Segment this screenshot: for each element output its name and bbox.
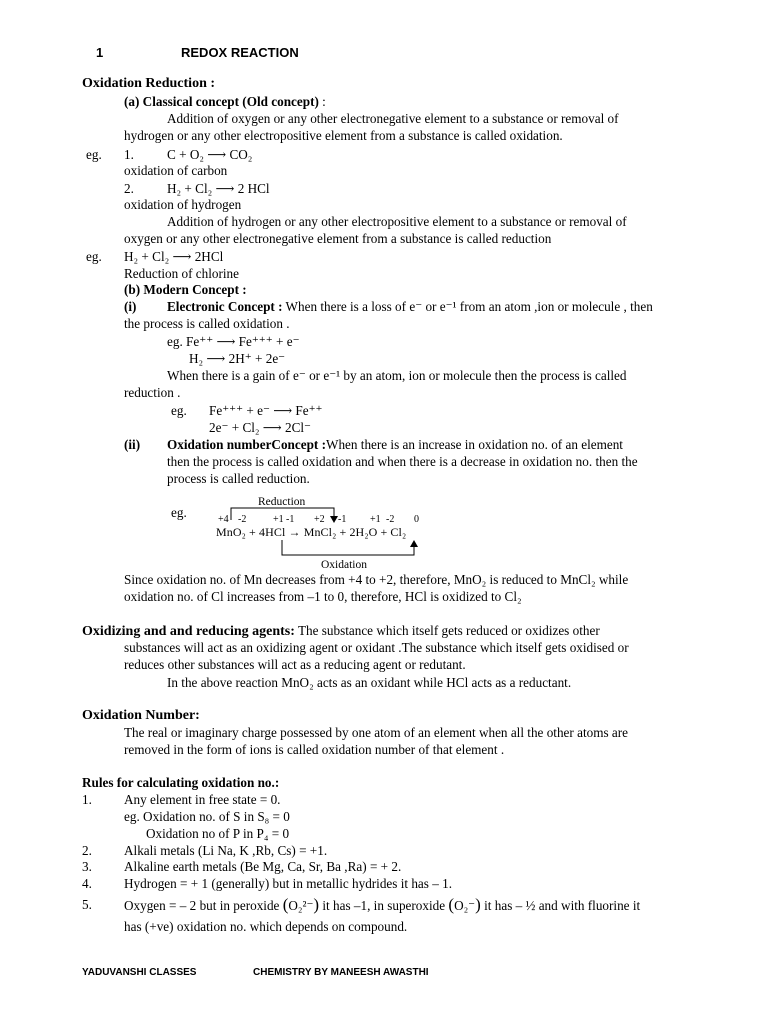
rule-2: Alkali metals (Li Na, K ,Rb, Cs) = +1. bbox=[124, 843, 328, 858]
classical-concept-heading: (a) Classical concept (Old concept) : bbox=[124, 94, 326, 109]
example-2-equation: H₂ + Cl₂ ⟶ 2 HCl bbox=[167, 181, 270, 196]
oxidation-number-concept-line-3: process is called reduction. bbox=[167, 471, 310, 486]
reduction-definition-line-1: Addition of hydrogen or any other electropositive element to a substance or removal of bbox=[167, 214, 627, 229]
example-1-number: 1. bbox=[124, 147, 134, 162]
eg-label: eg. bbox=[86, 249, 102, 264]
agents-line-4: In the above reaction MnO₂ acts as an oxidant while HCl acts as a reductant. bbox=[167, 675, 572, 690]
oxidation-definition-line-1: Addition of oxygen or any other electronegative element to a substance or removal of bbox=[167, 111, 619, 126]
eg-label: eg. bbox=[171, 505, 187, 520]
electronic-example-1: eg. Fe⁺⁺ ⟶ Fe⁺⁺⁺ + e⁻ bbox=[167, 334, 300, 349]
example-3-equation: H₂ + Cl₂ ⟶ 2HCl bbox=[124, 249, 224, 264]
rule-3: Alkaline earth metals (Be Mg, Ca, Sr, Ba ,Ra) = + 2. bbox=[124, 859, 402, 874]
ox-state-h-reactant: +1 bbox=[273, 514, 284, 525]
oxidation-number-concept-line-1: Oxidation numberConcept :When there is an increase in oxidation no. of an element bbox=[167, 437, 623, 452]
electronic-concept-line-2: the process is called oxidation . bbox=[124, 316, 290, 331]
rule-1: Any element in free state = 0. bbox=[124, 792, 281, 807]
example-1-note: oxidation of carbon bbox=[124, 163, 228, 178]
since-line-1: Since oxidation no. of Mn decreases from +4 to +2, therefore, MnO₂ is reduced to MnCl₂ while bbox=[124, 572, 629, 587]
rule-4: Hydrogen = + 1 (generally) but in metallic hydrides it has – 1. bbox=[124, 876, 453, 891]
eg-label: eg. bbox=[171, 403, 187, 418]
rule-5-line-2: has (+ve) oxidation no. which depends on compound. bbox=[124, 919, 408, 934]
oxidation-number-def-2: removed in the form of ions is called oxidation number of that element . bbox=[124, 742, 505, 757]
section-title-agents: Oxidizing and and reducing agents: bbox=[82, 624, 295, 639]
section-title-oxidation-reduction: Oxidation Reduction : bbox=[82, 76, 216, 91]
ox-state-cl-product: -1 bbox=[338, 514, 347, 525]
example-2-number: 2. bbox=[124, 181, 134, 196]
rule-1-example-1: eg. Oxidation no. of S in S₈ = 0 bbox=[124, 809, 290, 824]
ox-state-mn-reactant: +4 bbox=[218, 514, 229, 525]
oxidation-number-concept-line-2: then the process is called oxidation and when there is a decrease in oxidation no. then the bbox=[167, 454, 638, 469]
ox-state-h-product: +1 bbox=[370, 514, 381, 525]
ox-state-cl2-product: 0 bbox=[414, 514, 419, 525]
footer-right: CHEMISTRY BY MANEESH AWASTHI bbox=[253, 967, 429, 978]
rule-5-number: 5. bbox=[82, 897, 92, 912]
rule-4-number: 4. bbox=[82, 876, 92, 891]
section-title-oxidation-number: Oxidation Number: bbox=[82, 708, 200, 723]
section-title-rules: Rules for calculating oxidation no.: bbox=[82, 775, 280, 790]
superoxide-formula: O₂⁻ bbox=[454, 898, 476, 913]
agents-line-1: Oxidizing and and reducing agents: The substance which itself gets reduced or oxidizes other bbox=[82, 623, 600, 639]
footer-left: YADUVANSHI CLASSES bbox=[82, 967, 197, 978]
example-3-note: Reduction of chlorine bbox=[124, 266, 239, 281]
example-2-note: oxidation of hydrogen bbox=[124, 197, 242, 212]
page-title: REDOX REACTION bbox=[181, 45, 299, 60]
oxidation-definition-line-2: hydrogen or any other electropositive element from a substance is called oxidation. bbox=[124, 128, 563, 143]
oxidation-number-concept-number: (ii) bbox=[124, 437, 141, 452]
rule-1-number: 1. bbox=[82, 792, 92, 807]
electronic-concept-line-1: Electronic Concept : When there is a loss of e⁻ or e⁻¹ from an atom ,ion or molecule , then bbox=[167, 299, 653, 314]
electronic-example-3: Fe⁺⁺⁺ + e⁻ ⟶ Fe⁺⁺ bbox=[209, 403, 323, 418]
example-1-equation: C + O₂ ⟶ CO₂ bbox=[167, 147, 253, 162]
redox-equation: MnO₂ + 4HCl → MnCl₂ + 2H₂O + Cl₂ bbox=[216, 525, 407, 539]
ox-state-cl-reactant: -1 bbox=[286, 514, 295, 525]
oxidation-label: Oxidation bbox=[321, 559, 367, 571]
agents-line-2: substances will act as an oxidizing agent or oxidant .The substance which itself gets oxidised or bbox=[124, 640, 629, 655]
reduction-label: Reduction bbox=[258, 496, 306, 508]
rule-2-number: 2. bbox=[82, 843, 92, 858]
reduction-definition-line-2: oxygen or any other electronegative element from a substance is called reduction bbox=[124, 231, 552, 246]
ox-state-mn-product: +2 bbox=[314, 514, 325, 525]
peroxide-formula: O₂²⁻ bbox=[288, 898, 314, 913]
page-number: 1 bbox=[96, 45, 104, 60]
electronic-example-2: H₂ ⟶ 2H⁺ + 2e⁻ bbox=[189, 351, 286, 366]
rule-1-example-2: Oxidation no of P in P₄ = 0 bbox=[146, 826, 290, 841]
electronic-reduction-line-1: When there is a gain of e⁻ or e⁻¹ by an atom, ion or molecule then the process is called bbox=[167, 368, 627, 383]
electronic-example-4: 2e⁻ + Cl₂ ⟶ 2Cl⁻ bbox=[209, 420, 312, 435]
ox-state-o-product: -2 bbox=[386, 514, 395, 525]
electronic-concept-number: (i) bbox=[124, 299, 137, 314]
rule-3-number: 3. bbox=[82, 859, 92, 874]
rule-5-line-1: Oxygen = – 2 but in peroxide (O₂²⁻) it has –1, in superoxide (O₂⁻) it has – ½ and with fluorine it bbox=[124, 895, 641, 914]
oxidation-number-def-1: The real or imaginary charge possessed by one atom of an element when all the other atoms are bbox=[124, 725, 628, 740]
eg-label: eg. bbox=[86, 147, 102, 162]
agents-line-3: reduces other substances will act as a reducing agent or redutant. bbox=[124, 657, 466, 672]
since-line-2: oxidation no. of Cl increases from –1 to 0, therefore, HCl is oxidized to Cl₂ bbox=[124, 589, 522, 604]
ox-state-o-reactant: -2 bbox=[238, 514, 247, 525]
electronic-reduction-line-2: reduction . bbox=[124, 385, 181, 400]
modern-concept-heading: (b) Modern Concept : bbox=[124, 282, 247, 297]
